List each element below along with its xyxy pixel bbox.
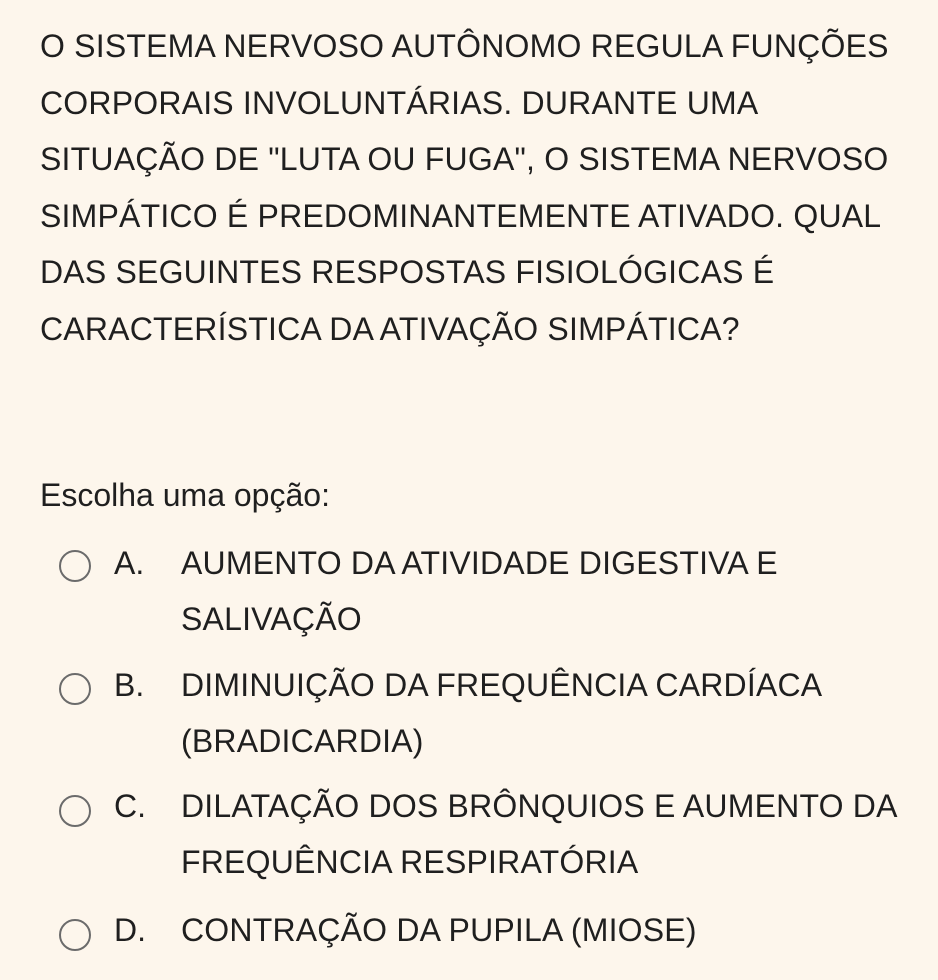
- question-text: O SISTEMA NERVOSO AUTÔNOMO REGULA FUNÇÕES CORPORAIS INVOLUNTÁRIAS. DURANTE UMA SITUAÇÃO DE "LUTA OU FUGA", O SISTEMA NERVOSO SIMPÁTICO É PREDOMINANTEMENTE ATIVADO. QUAL DAS SEGUINTES RESPOSTAS FISIOLÓGICAS É CARACTERÍSTICA DA ATIVAÇÃO SIMPÁTICA?: [40, 28, 889, 347]
- option-a-letter: A.: [114, 545, 145, 581]
- radio-button-b[interactable]: [59, 673, 91, 705]
- radio-button-c[interactable]: [59, 795, 91, 827]
- option-c-letter: C.: [114, 788, 146, 824]
- radio-button-d[interactable]: [59, 919, 91, 951]
- radio-button-a[interactable]: [59, 550, 91, 582]
- option-d-letter: D.: [114, 912, 146, 948]
- option-b-letter: B.: [114, 667, 145, 703]
- option-a-text[interactable]: AUMENTO DA ATIVIDADE DIGESTIVA E SALIVAÇÃO: [181, 545, 778, 637]
- choose-option-label: Escolha uma opção:: [40, 477, 330, 513]
- option-c-text[interactable]: DILATAÇÃO DOS BRÔNQUIOS E AUMENTO DA FREQUÊNCIA RESPIRATÓRIA: [181, 788, 896, 880]
- option-b-text[interactable]: DIMINUIÇÃO DA FREQUÊNCIA CARDÍACA (BRADICARDIA): [181, 667, 821, 759]
- option-d-text[interactable]: CONTRAÇÃO DA PUPILA (MIOSE): [181, 912, 697, 948]
